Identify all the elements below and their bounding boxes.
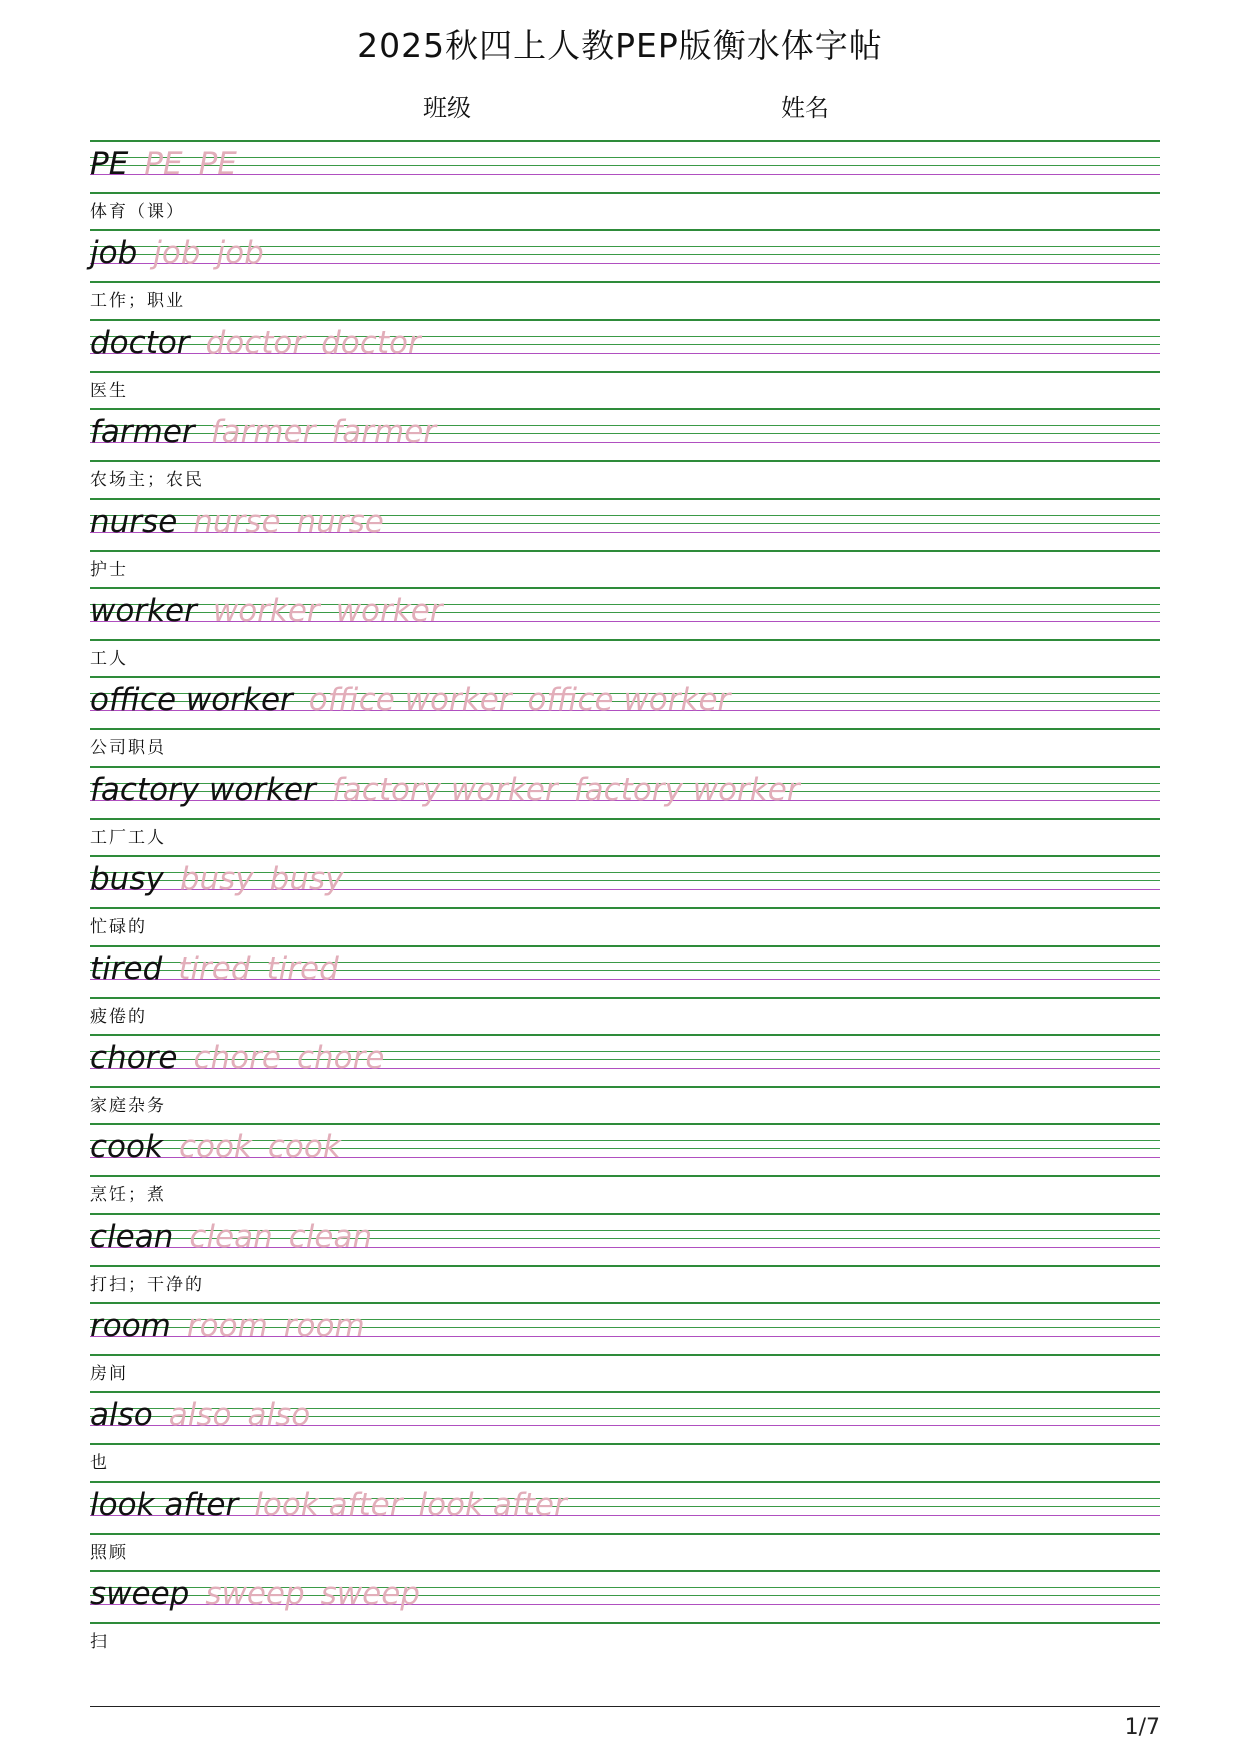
vocab-meaning: 房间 <box>90 1364 128 1385</box>
vocab-entry <box>90 1481 1160 1570</box>
page-title: 2025秋四上人教PEP版衡水体字帖 <box>357 26 883 65</box>
vocab-meaning: 扫 <box>90 1632 109 1653</box>
guide-line-top <box>90 1213 1160 1215</box>
guide-line-top <box>90 587 1160 589</box>
vocab-entry <box>90 229 1160 318</box>
vocab-meaning: 农场主；农民 <box>90 470 204 491</box>
guide-line-top <box>90 319 1160 321</box>
name-label: 姓名 <box>781 94 829 122</box>
footer-divider <box>90 1706 1160 1707</box>
trace-word: farmer <box>331 414 437 451</box>
vocab-entry <box>90 766 1160 855</box>
word-practice-line <box>90 502 384 542</box>
word-practice-line <box>90 323 421 363</box>
guide-line-bottom <box>90 1354 1160 1356</box>
guide-line-top <box>90 1570 1160 1572</box>
vocab-word: busy <box>90 861 164 898</box>
vocab-entry <box>90 319 1160 408</box>
guide-line-base <box>90 174 1160 175</box>
guide-line-bottom <box>90 371 1160 373</box>
guide-line-top <box>90 229 1160 231</box>
trace-word: cook <box>178 1129 252 1166</box>
vocab-word: room <box>90 1308 171 1345</box>
vocab-meaning: 工厂工人 <box>90 827 166 848</box>
guide-line-bottom <box>90 281 1160 283</box>
class-label: 班级 <box>423 94 471 122</box>
vocab-entry <box>90 1391 1160 1480</box>
vocab-word: worker <box>90 592 197 629</box>
trace-word: doctor <box>321 324 421 361</box>
guide-line-top <box>90 498 1160 500</box>
vocab-entry <box>90 1213 1160 1302</box>
trace-word: busy <box>269 861 344 898</box>
trace-word: job <box>216 235 264 272</box>
trace-word: clean <box>189 1218 273 1255</box>
vocab-meaning: 照顾 <box>90 1542 128 1563</box>
trace-word: job <box>153 235 201 272</box>
trace-word: chore <box>296 1039 385 1076</box>
vocab-meaning: 体育（课） <box>90 202 185 222</box>
trace-word: worker <box>212 592 320 629</box>
trace-word: look after <box>254 1486 403 1523</box>
guide-line-top <box>90 1302 1160 1304</box>
trace-word: nurse <box>296 503 384 540</box>
guide-line-middle <box>90 165 1160 166</box>
vocab-word: office worker <box>90 682 293 719</box>
guide-line-top <box>90 945 1160 947</box>
vocab-word: nurse <box>90 503 178 540</box>
guide-line-top <box>90 408 1160 410</box>
vocab-entry <box>90 587 1160 676</box>
guide-line-upper <box>90 157 1160 158</box>
vocab-word: farmer <box>90 414 195 451</box>
trace-word: office worker <box>308 682 512 719</box>
trace-word: office worker <box>527 682 731 719</box>
vocab-entry <box>90 676 1160 765</box>
vocab-word: clean <box>90 1218 174 1255</box>
trace-word: PE <box>198 146 237 182</box>
vocab-meaning: 也 <box>90 1453 109 1474</box>
trace-word: also <box>168 1397 232 1434</box>
trace-word: worker <box>335 592 443 629</box>
trace-word: tired <box>266 950 339 987</box>
guide-line-top <box>90 140 1160 142</box>
vocab-word: cook <box>90 1129 163 1166</box>
trace-word: busy <box>179 861 254 898</box>
vocab-meaning: 护士 <box>90 559 128 580</box>
trace-word: chore <box>193 1039 281 1076</box>
word-practice-line <box>90 680 730 720</box>
word-practice-line <box>90 1395 310 1435</box>
guide-line-bottom <box>90 460 1160 462</box>
vocab-entry <box>90 945 1160 1034</box>
guide-line-top <box>90 1034 1160 1036</box>
guide-line-bottom <box>90 1265 1160 1267</box>
vocab-entry <box>90 408 1160 497</box>
word-practice-line <box>90 770 800 810</box>
trace-word: doctor <box>205 324 306 361</box>
guide-line-top <box>90 766 1160 768</box>
guide-line-top <box>90 855 1160 857</box>
vocab-entry <box>90 140 1160 229</box>
word-practice-line <box>90 1217 372 1257</box>
trace-word: cook <box>267 1129 341 1166</box>
trace-word: sweep <box>205 1576 305 1613</box>
vocab-entry <box>90 1123 1160 1212</box>
trace-word: PE <box>144 146 183 182</box>
word-practice-line <box>90 233 264 273</box>
guide-line-bottom <box>90 907 1160 909</box>
vocab-word: doctor <box>90 324 190 361</box>
vocab-meaning: 工作；职业 <box>90 291 185 312</box>
vocab-word: also <box>90 1397 153 1434</box>
vocab-word: look after <box>90 1486 239 1523</box>
vocab-word: tired <box>90 950 163 987</box>
vocab-meaning: 疲倦的 <box>90 1006 147 1027</box>
vocab-meaning: 家庭杂务 <box>90 1095 166 1116</box>
guide-line-bottom <box>90 1533 1160 1535</box>
guide-line-top <box>90 1123 1160 1125</box>
guide-line-bottom <box>90 1086 1160 1088</box>
trace-word: clean <box>288 1218 373 1255</box>
vocab-entry <box>90 1302 1160 1391</box>
word-practice-line <box>90 949 339 989</box>
trace-word: room <box>283 1308 365 1345</box>
word-practice-line <box>90 1485 567 1525</box>
trace-word: farmer <box>210 414 316 451</box>
trace-word: room <box>186 1308 268 1345</box>
guide-line-bottom <box>90 818 1160 820</box>
guide-line-bottom <box>90 192 1160 194</box>
vocab-entry <box>90 1570 1160 1659</box>
vocab-meaning: 公司职员 <box>90 738 166 759</box>
guide-line-bottom <box>90 1622 1160 1624</box>
trace-word: nurse <box>193 503 281 540</box>
vocab-word: PE <box>90 146 129 182</box>
guide-line-bottom <box>90 639 1160 641</box>
word-practice-line <box>90 144 237 184</box>
trace-word: factory worker <box>573 771 800 808</box>
guide-line-top <box>90 1481 1160 1483</box>
word-practice-line <box>90 859 343 899</box>
vocab-meaning: 工人 <box>90 648 128 669</box>
guide-line-top <box>90 1391 1160 1393</box>
guide-line-top <box>90 676 1160 678</box>
guide-line-bottom <box>90 1443 1160 1445</box>
vocab-word: job <box>90 235 138 272</box>
vocab-meaning: 打扫；干净的 <box>90 1274 204 1295</box>
word-practice-line <box>90 1306 365 1346</box>
vocab-meaning: 烹饪；煮 <box>90 1185 166 1206</box>
guide-line-bottom <box>90 728 1160 730</box>
trace-word: sweep <box>320 1576 420 1613</box>
vocab-word: chore <box>90 1039 178 1076</box>
word-practice-line <box>90 412 436 452</box>
vocab-entry <box>90 498 1160 587</box>
page-number: 1/7 <box>1124 1715 1160 1740</box>
trace-word: factory worker <box>331 771 558 808</box>
trace-word: look after <box>418 1486 567 1523</box>
word-practice-line <box>90 1127 341 1167</box>
word-practice-line <box>90 1574 420 1614</box>
vocab-meaning: 忙碌的 <box>90 917 147 938</box>
trace-word: also <box>247 1397 311 1434</box>
vocab-meaning: 医生 <box>90 380 128 401</box>
trace-word: tired <box>178 950 251 987</box>
guide-line-bottom <box>90 550 1160 552</box>
copybook-sheet <box>90 140 1160 1660</box>
word-practice-line <box>90 1038 384 1078</box>
word-practice-line <box>90 591 443 631</box>
vocab-word: factory worker <box>90 771 316 808</box>
guide-line-bottom <box>90 1175 1160 1177</box>
vocab-entry <box>90 1034 1160 1123</box>
vocab-entry <box>90 855 1160 944</box>
vocab-word: sweep <box>90 1576 190 1613</box>
guide-line-bottom <box>90 997 1160 999</box>
